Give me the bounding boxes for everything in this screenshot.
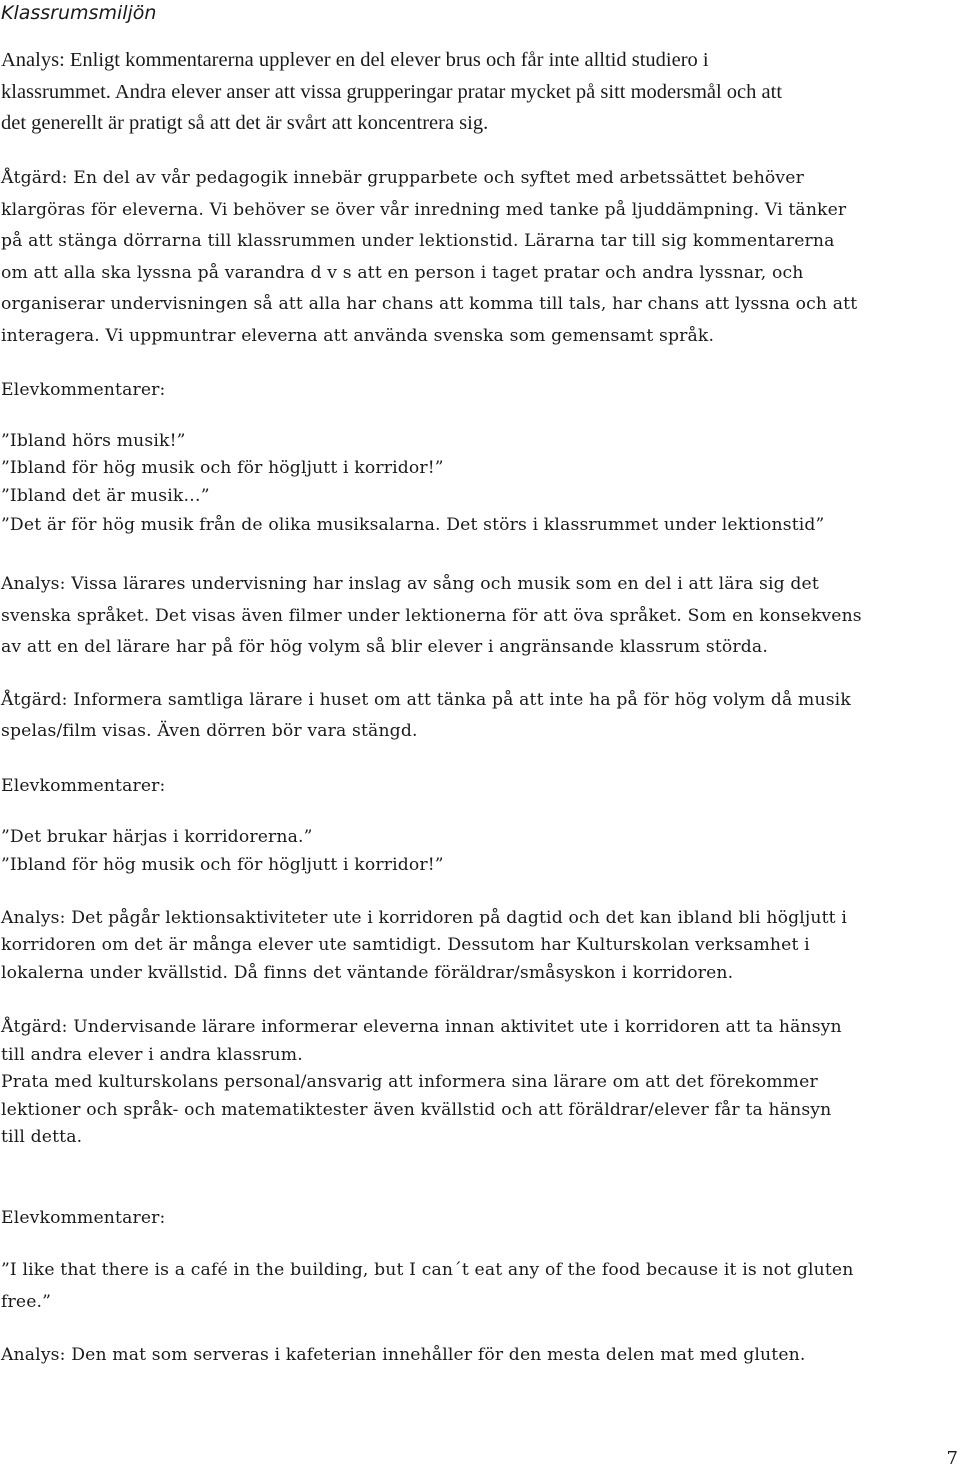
analys-line: svenska språket. Det visas även filmer under lektionerna för att öva språket. Som en konsekvens [1, 606, 862, 626]
elevkommentarer-label: Elevkommentarer: [1, 380, 166, 400]
atgard-line: interagera. Vi uppmuntrar eleverna att använda svenska som gemensamt språk. [1, 326, 715, 346]
student-comment: free.” [1, 1292, 52, 1312]
student-comment: ”Ibland det är musik…” [1, 486, 210, 506]
atgard-line: organiserar undervisningen så att alla har chans att komma till tals, har chans att lyssna och att [1, 294, 858, 314]
atgard-line: Prata med kulturskolans personal/ansvarig att informera sina lärare om att det förekommer [1, 1072, 818, 1092]
page-number: 7 [946, 1448, 958, 1469]
student-comment: ”Det är för hög musik från de olika musiksalarna. Det störs i klassrummet under lektionstid” [1, 515, 825, 535]
atgard-line: spelas/film visas. Även dörren bör vara stängd. [1, 721, 418, 741]
analys-line: av att en del lärare har på för hög volym så blir elever i angränsande klassrum störda. [1, 637, 768, 657]
atgard-line: klargöras för eleverna. Vi behöver se över vår inredning med tanke på ljuddämpning. Vi tänker [1, 200, 847, 220]
analys-line: Analys: Enligt kommentarerna upplever en del elever brus och får inte alltid studiero i [1, 49, 709, 71]
elevkommentarer-label: Elevkommentarer: [1, 1208, 166, 1228]
analys-line: Analys: Vissa lärares undervisning har inslag av sång och musik som en del i att lära sig det [1, 574, 819, 594]
student-comment: ”Ibland för hög musik och för högljutt i korridor!” [1, 855, 444, 875]
atgard-line: Åtgärd: Informera samtliga lärare i huset om att tänka på att inte ha på för hög volym då musik [1, 690, 851, 710]
analys-line: lokalerna under kvällstid. Då finns det väntande föräldrar/småsyskon i korridoren. [1, 963, 734, 983]
atgard-line: Åtgärd: Undervisande lärare informerar eleverna innan aktivitet ute i korridoren att ta hänsyn [1, 1017, 842, 1037]
student-comment: ”I like that there is a café in the building, but I can´t eat any of the food because it is not gluten [1, 1260, 854, 1280]
atgard-line: på att stänga dörrarna till klassrummen under lektionstid. Lärarna tar till sig kommentarerna [1, 231, 835, 251]
student-comment: ”Det brukar härjas i korridorerna.” [1, 827, 313, 847]
analys-line: Analys: Det pågår lektionsaktiviteter ute i korridoren på dagtid och det kan ibland bli högljutt i [1, 908, 847, 928]
elevkommentarer-label: Elevkommentarer: [1, 776, 166, 796]
section-heading: Klassrumsmiljön [1, 2, 157, 24]
atgard-line: till andra elever i andra klassrum. [1, 1045, 303, 1065]
student-comment: ”Ibland hörs musik!” [1, 431, 186, 451]
analys-line: Analys: Den mat som serveras i kafeterian innehåller för den mesta delen mat med gluten. [1, 1345, 806, 1365]
atgard-line: lektioner och språk- och matematiktester även kvällstid och att föräldrar/elever får ta hänsyn [1, 1100, 832, 1120]
student-comment: ”Ibland för hög musik och för högljutt i korridor!” [1, 458, 444, 478]
atgard-line: Åtgärd: En del av vår pedagogik innebär grupparbete och syftet med arbetssättet behöver [1, 168, 804, 188]
atgard-line: om att alla ska lyssna på varandra d v s att en person i taget pratar och andra lyssnar, och [1, 263, 804, 283]
analys-line: korridoren om det är många elever ute samtidigt. Dessutom har Kulturskolan verksamhet i [1, 935, 810, 955]
analys-line: klassrummet. Andra elever anser att vissa grupperingar pratar mycket på sitt modersmål och att [1, 81, 783, 103]
atgard-line: till detta. [1, 1127, 83, 1147]
analys-line: det generellt är pratigt så att det är svårt att koncentrera sig. [1, 112, 489, 134]
